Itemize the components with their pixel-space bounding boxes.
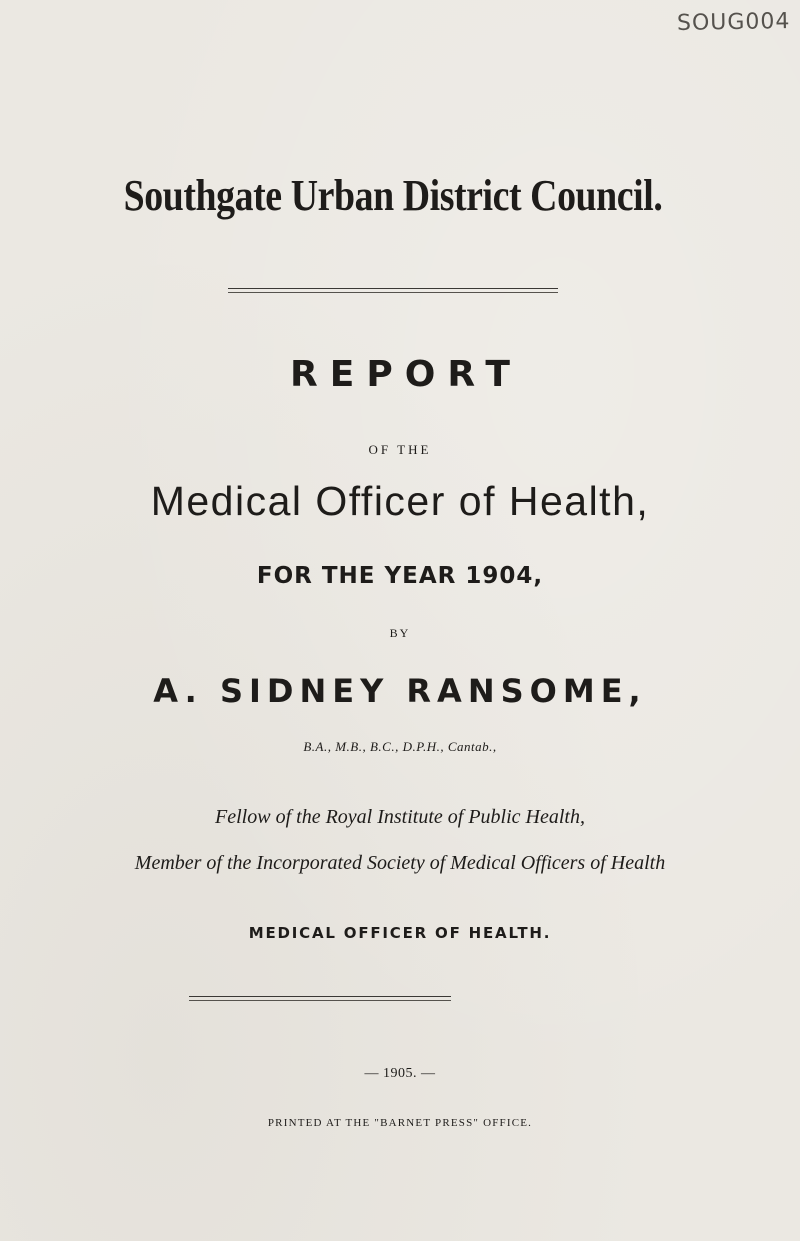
double-rule-bottom-second: [189, 1000, 451, 1001]
author-degrees: B.A., M.B., B.C., D.P.H., Cantab.,: [303, 739, 497, 754]
report-heading: REPORT: [290, 354, 522, 395]
double-rule-bottom: [189, 996, 451, 997]
fellowship-line: Fellow of the Royal Institute of Public Health,: [215, 806, 585, 828]
of-the-line: OF THE: [368, 442, 432, 457]
membership-line: Member of the Incorporated Society of Medical Officers of Health: [134, 852, 666, 874]
archive-reference: SOUG004: [676, 9, 791, 36]
author-name: A. SIDNEY RANSOME,: [153, 672, 647, 710]
council-title: Southgate Urban District Council.: [123, 171, 663, 220]
double-rule-top: [228, 288, 558, 289]
role-line: MEDICAL OFFICER OF HEALTH.: [248, 924, 552, 942]
by-line: BY: [389, 626, 411, 640]
year-line: FOR THE YEAR 1904,: [256, 563, 544, 589]
subject-title: Medical Officer of Health,: [150, 478, 650, 524]
double-rule-top-second: [228, 292, 558, 293]
date-line: — 1905. —: [364, 1066, 436, 1081]
printer-line: PRINTED AT THE "BARNET PRESS" OFFICE.: [267, 1117, 533, 1129]
